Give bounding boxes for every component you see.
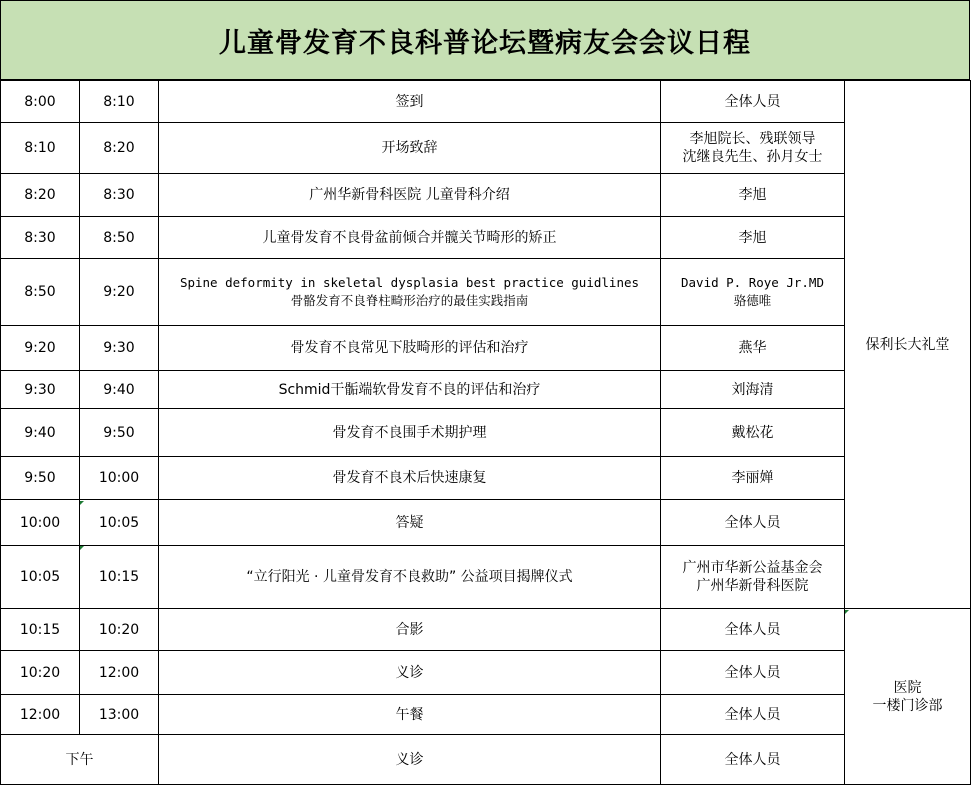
speaker-cell bbox=[661, 409, 845, 457]
table-row bbox=[1, 695, 971, 735]
table-row bbox=[1, 651, 971, 695]
start-time-cell: 9:40 bbox=[1, 409, 80, 457]
start-time-cell: 10:05 bbox=[1, 546, 80, 609]
end-time-cell: 9:30 bbox=[80, 326, 159, 371]
end-time-cell: 10:00 bbox=[80, 457, 159, 500]
line: 李旭 bbox=[738, 229, 767, 246]
line: 义诊 bbox=[395, 664, 424, 681]
start-time-cell: 8:50 bbox=[1, 259, 80, 326]
line: 广州市华新公益基金会 bbox=[682, 560, 823, 576]
schedule-table bbox=[0, 80, 971, 785]
speaker-cell bbox=[661, 326, 845, 371]
topic-cell bbox=[159, 371, 661, 409]
line: 广州华新骨科医院 儿童骨科介绍 bbox=[309, 187, 510, 203]
end-time-cell: 10:05 bbox=[80, 500, 159, 546]
line: 全体人员 bbox=[724, 751, 781, 768]
line: Spine deformity in skeletal dysplasia best practice guidlines bbox=[179, 275, 640, 290]
end-time-cell: 9:40 bbox=[80, 371, 159, 409]
table-row bbox=[1, 326, 971, 371]
table-row bbox=[1, 371, 971, 409]
start-time-cell: 10:20 bbox=[1, 651, 80, 695]
topic-cell bbox=[159, 81, 661, 123]
topic-cell bbox=[159, 651, 661, 695]
end-time-cell: 9:50 bbox=[80, 409, 159, 457]
line: 保利长大礼堂 bbox=[865, 336, 950, 353]
line: 李旭院长、残联领导 bbox=[689, 131, 816, 147]
start-time-cell: 12:00 bbox=[1, 695, 80, 735]
venue-cell-clinic bbox=[845, 609, 971, 785]
line: 李丽婵 bbox=[731, 470, 774, 486]
speaker-cell bbox=[661, 735, 845, 785]
line: Schmid干骺端软骨发育不良的评估和治疗 bbox=[278, 381, 541, 398]
line: 义诊 bbox=[395, 751, 424, 768]
topic-cell bbox=[159, 500, 661, 546]
line: 骆德唯 bbox=[733, 293, 772, 308]
start-time-cell: 10:00 bbox=[1, 500, 80, 546]
line: 签到 bbox=[395, 93, 424, 110]
line: 一楼门诊部 bbox=[872, 697, 943, 714]
schedule-title: 儿童骨发育不良科普论坛暨病友会会议日程 bbox=[0, 0, 970, 80]
speaker-cell bbox=[661, 546, 845, 609]
topic-cell bbox=[159, 217, 661, 259]
speaker-cell bbox=[661, 609, 845, 651]
speaker-cell bbox=[661, 81, 845, 123]
topic-cell bbox=[159, 326, 661, 371]
line: 骨发育不良术后快速康复 bbox=[332, 470, 487, 486]
topic-cell bbox=[159, 695, 661, 735]
table-row bbox=[1, 123, 971, 174]
topic-cell bbox=[159, 546, 661, 609]
start-time-cell: 9:20 bbox=[1, 326, 80, 371]
cell-marker bbox=[80, 501, 84, 505]
table-row bbox=[1, 217, 971, 259]
speaker-cell bbox=[661, 371, 845, 409]
table-row bbox=[1, 500, 971, 546]
start-time-cell: 8:10 bbox=[1, 123, 80, 174]
topic-cell bbox=[159, 409, 661, 457]
speaker-cell bbox=[661, 651, 845, 695]
line: 开场致辞 bbox=[381, 140, 438, 156]
topic-cell bbox=[159, 457, 661, 500]
line: “立行阳光 · 儿童骨发育不良救助” 公益项目揭牌仪式 bbox=[246, 569, 573, 585]
start-time-cell: 10:15 bbox=[1, 609, 80, 651]
topic-cell bbox=[159, 259, 661, 326]
end-time-cell: 12:00 bbox=[80, 651, 159, 695]
start-time-cell: 9:50 bbox=[1, 457, 80, 500]
topic-cell bbox=[159, 174, 661, 217]
start-time-cell: 9:30 bbox=[1, 371, 80, 409]
line: 广州华新骨科医院 bbox=[696, 578, 809, 594]
speaker-cell bbox=[661, 174, 845, 217]
line: 全体人员 bbox=[724, 514, 781, 531]
end-time-cell: 8:20 bbox=[80, 123, 159, 174]
line: 骨发育不良围手术期护理 bbox=[332, 424, 487, 441]
end-time-cell: 8:10 bbox=[80, 81, 159, 123]
line: 骨骼发育不良脊柱畸形治疗的最佳实践指南 bbox=[290, 293, 529, 308]
end-time-cell: 8:30 bbox=[80, 174, 159, 217]
line: 合影 bbox=[395, 621, 424, 638]
line: 儿童骨发育不良骨盆前倾合并髋关节畸形的矫正 bbox=[262, 229, 557, 246]
line: 戴松花 bbox=[731, 424, 774, 441]
speaker-cell bbox=[661, 500, 845, 546]
topic-cell bbox=[159, 123, 661, 174]
cell-marker bbox=[845, 610, 849, 614]
speaker-cell bbox=[661, 217, 845, 259]
topic-cell bbox=[159, 735, 661, 785]
table-row bbox=[1, 546, 971, 609]
speaker-cell bbox=[661, 259, 845, 326]
cell-marker bbox=[80, 546, 84, 550]
table-row bbox=[1, 81, 971, 123]
line: 全体人员 bbox=[724, 706, 781, 723]
start-time-cell: 8:30 bbox=[1, 217, 80, 259]
line: 全体人员 bbox=[724, 664, 781, 681]
line: 答疑 bbox=[395, 514, 424, 531]
end-time-cell: 13:00 bbox=[80, 695, 159, 735]
table-row bbox=[1, 735, 971, 785]
line: 全体人员 bbox=[724, 93, 781, 110]
table-row bbox=[1, 174, 971, 217]
table-row bbox=[1, 609, 971, 651]
start-time-cell: 8:00 bbox=[1, 81, 80, 123]
end-time-cell: 9:20 bbox=[80, 259, 159, 326]
end-time-cell: 8:50 bbox=[80, 217, 159, 259]
topic-cell bbox=[159, 609, 661, 651]
speaker-cell bbox=[661, 457, 845, 500]
table-row bbox=[1, 409, 971, 457]
venue-cell-hall bbox=[845, 81, 971, 609]
table-row bbox=[1, 259, 971, 326]
line: 全体人员 bbox=[724, 621, 781, 638]
line: 医院 bbox=[893, 679, 922, 696]
end-time-cell: 10:20 bbox=[80, 609, 159, 651]
line: 燕华 bbox=[738, 340, 767, 356]
line: 刘海清 bbox=[731, 381, 774, 398]
line: 李旭 bbox=[738, 187, 767, 203]
speaker-cell bbox=[661, 695, 845, 735]
line: 午餐 bbox=[395, 706, 424, 723]
time-cell: 下午 bbox=[1, 735, 159, 785]
speaker-cell bbox=[661, 123, 845, 174]
line: David P. Roye Jr.MD bbox=[681, 275, 824, 290]
end-time-cell: 10:15 bbox=[80, 546, 159, 609]
start-time-cell: 8:20 bbox=[1, 174, 80, 217]
table-row bbox=[1, 457, 971, 500]
line: 骨发育不良常见下肢畸形的评估和治疗 bbox=[290, 340, 529, 356]
line: 沈继良先生、孙月女士 bbox=[682, 149, 823, 165]
